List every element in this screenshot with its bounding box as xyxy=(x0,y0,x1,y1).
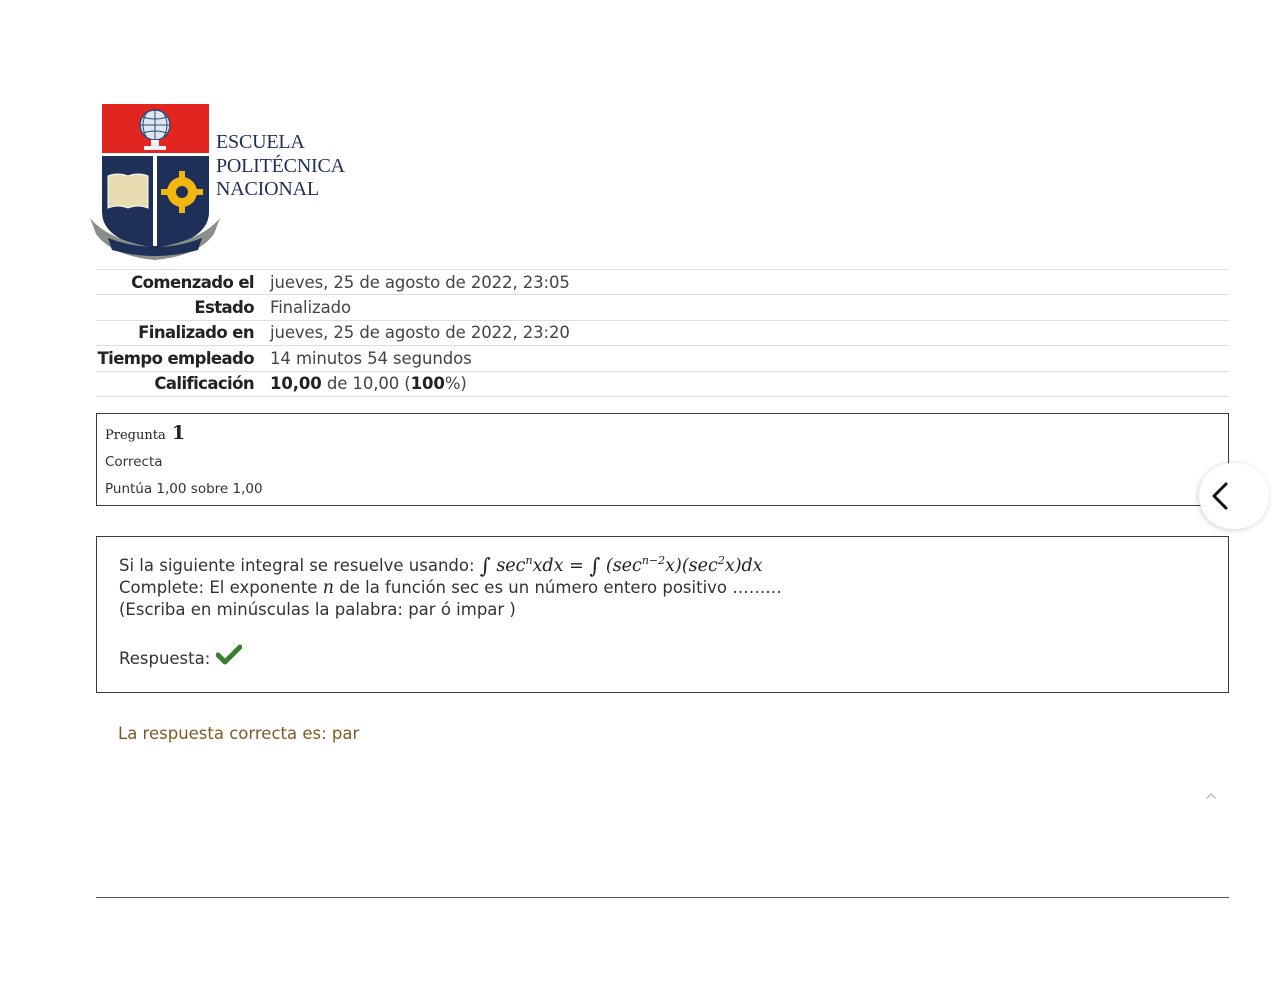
question-number xyxy=(105,422,185,444)
answer-row xyxy=(119,649,242,668)
question-state: Correcta xyxy=(105,454,163,470)
summary-row-state xyxy=(96,295,1229,320)
answer-label: Respuesta: xyxy=(119,649,211,668)
summary-value: Finalizado xyxy=(270,298,351,318)
scroll-to-top-button[interactable] xyxy=(1203,788,1219,808)
institution-logo xyxy=(88,100,348,260)
integral-formula: ∫ $\sec^nxdx$ = ∫ $(\sec^{n-2}x)(\sec^2x)dx$ xyxy=(479,553,763,578)
page-divider xyxy=(96,897,1229,898)
shield-emblem-icon xyxy=(88,100,228,260)
summary-row-time-taken xyxy=(96,346,1229,371)
question-line-2: Complete: El exponente n de la función sec es un número entero positivo ……… xyxy=(119,577,782,598)
chevron-left-icon xyxy=(1205,481,1235,511)
summary-value: 14 minutos 54 segundos xyxy=(270,348,472,368)
summary-row-grade xyxy=(96,372,1229,397)
institution-name: ESCUELA POLITÉCNICA NACIONAL xyxy=(216,131,345,200)
summary-row-started xyxy=(96,270,1229,295)
grade-score: 10,00 xyxy=(270,374,322,394)
summary-label: Finalizado en xyxy=(138,323,254,343)
summary-label: Tiempo empleado xyxy=(97,348,254,368)
question-content-box xyxy=(96,536,1229,693)
grade-percent: 100 xyxy=(410,374,445,394)
chevron-up-icon xyxy=(1203,788,1219,804)
summary-value: jueves, 25 de agosto de 2022, 23:05 xyxy=(270,272,570,292)
question-line-3: (Escriba en minúsculas la palabra: par ó impar ) xyxy=(119,599,516,619)
question-grade: Puntúa 1,00 sobre 1,00 xyxy=(105,481,263,497)
grade-percent-suffix: %) xyxy=(444,374,467,394)
question-prefix: Pregunta xyxy=(105,428,166,443)
question-info-box xyxy=(96,413,1229,506)
grade-of-text: de 10,00 ( xyxy=(326,374,411,394)
summary-label: Comenzado el xyxy=(131,272,254,292)
correct-answer-feedback: La respuesta correcta es: par xyxy=(118,724,360,743)
summary-label: Estado xyxy=(194,298,254,318)
check-icon xyxy=(216,644,242,666)
question-text xyxy=(119,550,782,621)
summary-value: jueves, 25 de agosto de 2022, 23:20 xyxy=(270,323,570,343)
exponent-variable: n xyxy=(322,577,334,598)
question-line-1: Si la siguiente integral se resuelve usando: ∫ $\sec^nxdx$ = ∫ $(\sec^{n-2}x)(\sec^2x)dx$ xyxy=(119,553,763,578)
summary-value xyxy=(254,374,467,393)
summary-row-completed xyxy=(96,321,1229,346)
question-number-value: 1 xyxy=(171,422,186,444)
open-drawer-button[interactable] xyxy=(1199,463,1269,529)
summary-label: Calificación xyxy=(154,374,254,394)
attempt-summary-table xyxy=(96,269,1229,397)
